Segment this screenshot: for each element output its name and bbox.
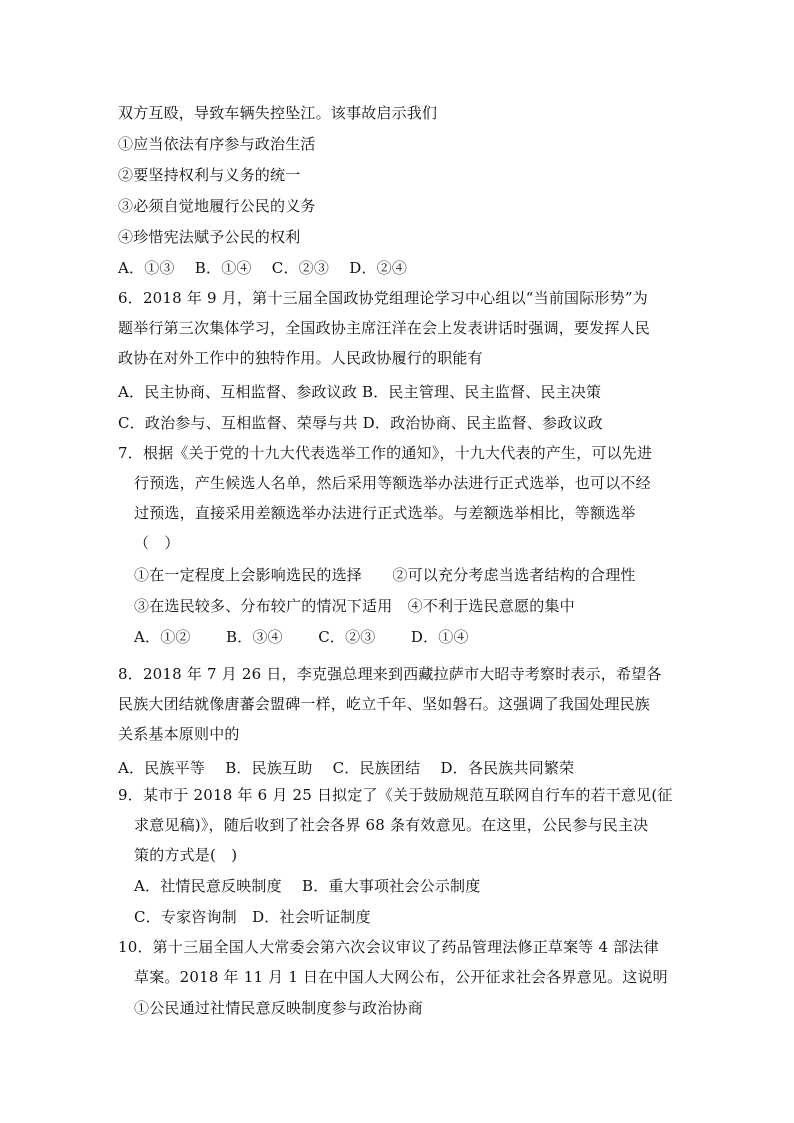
- q7-answer-blank: （ ）: [134, 534, 180, 552]
- q5-stem-line: 双方互殴，导致车辆失控坠江。该事故启示我们: [118, 104, 438, 122]
- q5-statement-2: ②要坚持权利与义务的统一: [118, 166, 301, 184]
- q6-options-ab: A．民主协商、互相监督、参政议政 B．民主管理、民主监督、民主决策: [118, 383, 602, 401]
- q5-statement-4: ④珍惜宪法赋予公民的权利: [118, 228, 301, 246]
- q7-statements-34: ③在选民较多、分布较广的情况下适用 ④不利于选民意愿的集中: [134, 597, 575, 615]
- q8-stem-line-2: 民族大团结就像唐蕃会盟碑一样，屹立千年、坚如磐石。这强调了我国处理民族: [118, 695, 651, 713]
- q7-options: A．①② B．③④ C．②③ D．①④: [134, 628, 469, 646]
- q7-statements-12: ①在一定程度上会影响选民的选择 ②可以充分考虑当选者结构的合理性: [134, 566, 636, 584]
- q9-options-cd: C．专家咨询制 D．社会听证制度: [134, 908, 371, 926]
- q5-options: A．①③ B．①④ C．②③ D．②④: [118, 259, 408, 277]
- q10-statement-1: ①公民通过社情民意反映制度参与政治协商: [134, 999, 423, 1017]
- q9-stem-line-3: 策的方式是( ): [134, 846, 238, 864]
- q8-options: A．民族平等 B．民族互助 C．民族团结 D．各民族共同繁荣: [118, 759, 575, 777]
- q6-stem-line-3: 政协在对外工作中的独特作用。人民政协履行的职能有: [118, 349, 483, 367]
- q9-stem-line-1: 9．某市于 2018 年 6 月 25 日拟定了《关于鼓励规范互联网自行车的若干意见(征: [118, 786, 673, 804]
- q7-stem-line-3: 过预选，直接采用差额选举办法进行正式选举。与差额选举相比，等额选举: [134, 504, 636, 522]
- q6-stem-line-2: 题举行第三次集体学习，全国政协主席汪洋在会上发表讲话时强调，要发挥人民: [118, 319, 651, 337]
- q10-stem-line-1: 10．第十三届全国人大常委会第六次会议审议了药品管理法修正草案等 4 部法律: [118, 938, 659, 956]
- q9-stem-line-2: 求意见稿)》，随后收到了社会各界 68 条有效意见。在这里，公民参与民主决: [134, 816, 649, 834]
- q6-stem-line-1: 6．2018 年 9 月，第十三届全国政协党组理论学习中心组以“当前国际形势”为: [118, 289, 648, 307]
- q7-stem-line-2: 行预选，产生候选人名单，然后采用等额选举办法进行正式选举，也可以不经: [134, 474, 651, 492]
- q5-statement-1: ①应当依法有序参与政治生活: [118, 135, 316, 153]
- q9-options-ab: A．社情民意反映制度 B．重大事项社会公示制度: [134, 877, 481, 895]
- q8-stem-line-3: 关系基本原则中的: [118, 725, 240, 743]
- q8-stem-line-1: 8．2018 年 7 月 26 日，李克强总理来到西藏拉萨市大昭寺考察时表示，希望各: [118, 665, 662, 683]
- q5-statement-3: ③必须自觉地履行公民的义务: [118, 197, 316, 215]
- q6-options-cd: C．政治参与、互相监督、荣辱与共 D．政治协商、民主监督、参政议政: [118, 414, 603, 432]
- q10-stem-line-2: 草案。2018 年 11 月 1 日在中国人大网公布，公开征求社会各界意见。这说明: [134, 968, 668, 986]
- q7-stem-line-1: 7．根据《关于党的十九大代表选举工作的通知》，十九大代表的产生，可以先进: [118, 444, 653, 462]
